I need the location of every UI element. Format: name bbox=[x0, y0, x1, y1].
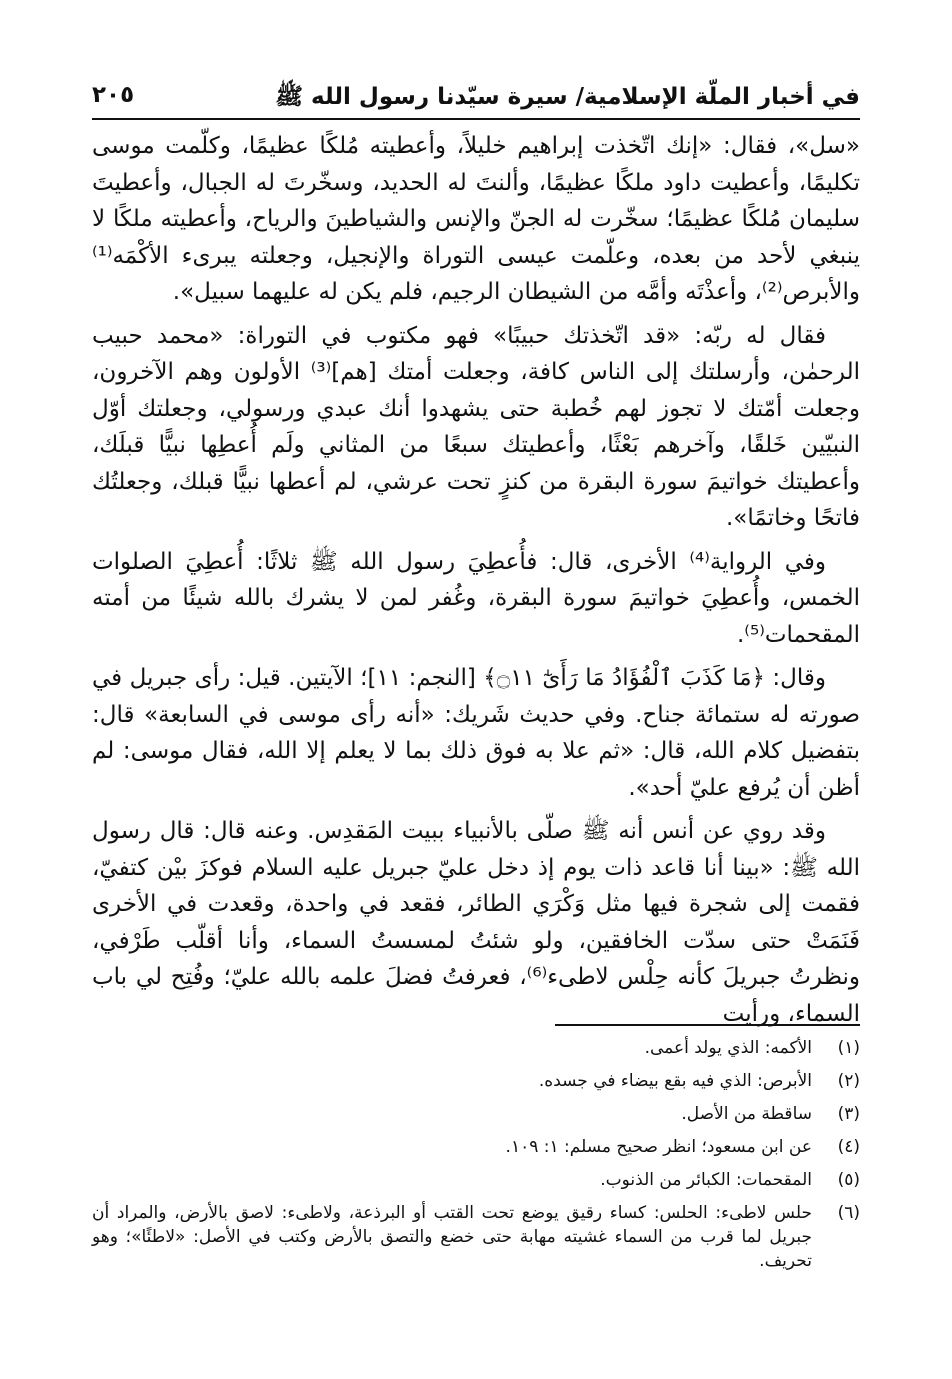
header-rule bbox=[92, 118, 860, 120]
footnote-text: ساقطة من الأصل. bbox=[681, 1104, 812, 1124]
page-number: ٢٠٥ bbox=[92, 82, 135, 108]
footnote-5 bbox=[92, 1168, 860, 1193]
footnote-number: (٦) bbox=[837, 1203, 860, 1223]
footnote-number: (١) bbox=[837, 1038, 860, 1058]
footnote-text: المقحمات: الكبائر من الذنوب. bbox=[600, 1170, 812, 1190]
footnotes bbox=[92, 1036, 860, 1281]
footnote-text: الأكمه: الذي يولد أعمى. bbox=[644, 1038, 812, 1058]
running-header bbox=[92, 76, 860, 120]
paragraph-5: وقد روي عن أنس أنه ﷺ صلّى بالأنبياء ببيت المَقدِس. وعنه قال: قال رسول الله ﷺ: «بينا أنا قاعد ذات يوم إذ دخل عليّ جبريل عليه السلام فوكزَ بيْن كتفيّ، فقمت إلى شجرة فيها مثل وَكْرَي الطائر، فقعد في واحدة، وقعدت في الأخرى فَنَمَتْ حتى سدّت الخافقين، ولو شئتُ لمسستُ السماء، وأنا أقلّب طَرْفي، ونظرتُ جبريلَ كأنه حِلْس لاطىء⁽⁶⁾، فعرفتُ فضلَ علمه بالله عليّ؛ وفُتِح لي باب السماء، ورأيت bbox=[92, 818, 860, 1027]
footnote-number: (٥) bbox=[837, 1170, 860, 1190]
paragraph-4: وقال: ﴿مَا كَذَبَ ٱلْفُؤَادُ مَا رَأَىٰٓ ۝١١﴾ [النجم: ١١]؛ الآيتين. قيل: رأى جبريل في صورته له ستمائة جناح. وفي حديث شَريك: «أنه رأى موسى في السابعة» قال: بتفضيل كلام الله، قال: «ثم علا به فوق ذلك بما لا يعلم إلا الله، فقال موسى: لم أظن أن يُرفع عليّ أحد». bbox=[92, 665, 860, 801]
paragraph-1: «سل»، فقال: «إنك اتّخذت إبراهيم خليلاً، وأعطيته مُلكًا عظيمًا، وكلّمت موسى تكليمًا، وأعطيت داود ملكًا عظيمًا، وألنتَ له الحديد، وسخّرتَ له الجبال، وأعطيتَ سليمان مُلكًا عظيمًا؛ سخّرت له الجنّ والإنس والشياطينَ والرياح، وأعطيته ملكًا لا ينبغي لأحد من بعده، وعلّمت عيسى التوراة والإنجيل، وجعلته يبرىء الأكْمَه⁽¹⁾ والأبرص⁽²⁾، وأعذْتَه وأمَّه من الشيطان الرجيم، فلم يكن له عليهما سبيل». bbox=[92, 133, 860, 305]
footnote-text: عن ابن مسعود؛ انظر صحيح مسلم: ١: ١٠٩. bbox=[505, 1137, 812, 1157]
main-text bbox=[92, 128, 860, 1039]
footnote-2 bbox=[92, 1069, 860, 1094]
footnote-3 bbox=[92, 1102, 860, 1127]
footnote-text: الأبرص: الذي فيه بقع بيضاء في جسده. bbox=[538, 1071, 812, 1091]
footnote-number: (٣) bbox=[837, 1104, 860, 1124]
paragraph-3: وفي الرواية⁽⁴⁾ الأخرى، قال: فأُعطِيَ رسول الله ﷺ ثلاثًا: أُعطِيَ الصلوات الخمس، وأُعطِيَ خواتيمَ سورة البقرة، وغُفر لمن لا يشرك بالله شيئًا من أمته المقحمات⁽⁵⁾. bbox=[92, 548, 860, 648]
footnote-6 bbox=[92, 1201, 860, 1273]
footnote-1 bbox=[92, 1036, 860, 1061]
footnote-separator bbox=[555, 1024, 860, 1026]
footnote-4 bbox=[92, 1135, 860, 1160]
paragraph-2: فقال له ربّه: «قد اتّخذتك حبيبًا» فهو مكتوب في التوراة: «محمد حبيب الرحمٰن، وأرسلتك إلى الناس كافة، وجعلت أمتك [هم]⁽³⁾ الأولون وهم الآخرون، وجعلت أمّتك لا تجوز لهم خُطبة حتى يشهدوا أنك عبدي ورسولي، وجعلتك أوّل النبيّين خَلقًا، وآخرهم بَعْثًا، وأعطيتك سبعًا من المثاني ولَم أُعطِها نبيًّا قبلَك، وأعطيتك خواتيمَ سورة البقرة من كنزٍ تحت عرشي، لم أعطها نبيًّا قبلك، وجعلتُك فاتحًا وخاتمًا». bbox=[92, 322, 860, 531]
footnote-text: حلس لاطىء: الحلس: كساء رقيق يوضع تحت القتب أو البرذعة، ولاطىء: لاصق بالأرض، والمراد أن جبريل لما قرب من السماء غشيته مهابة حتى خضع والتصق بالأرض وكتب في الأصل: «لاطئًا»؛ وهو تحريف. bbox=[92, 1203, 812, 1271]
running-title: في أخبار الملّة الإسلامية/ سيرة سيّدنا رسول الله ﷺ bbox=[275, 84, 860, 110]
footnote-number: (٢) bbox=[837, 1071, 860, 1091]
footnote-number: (٤) bbox=[837, 1137, 860, 1157]
